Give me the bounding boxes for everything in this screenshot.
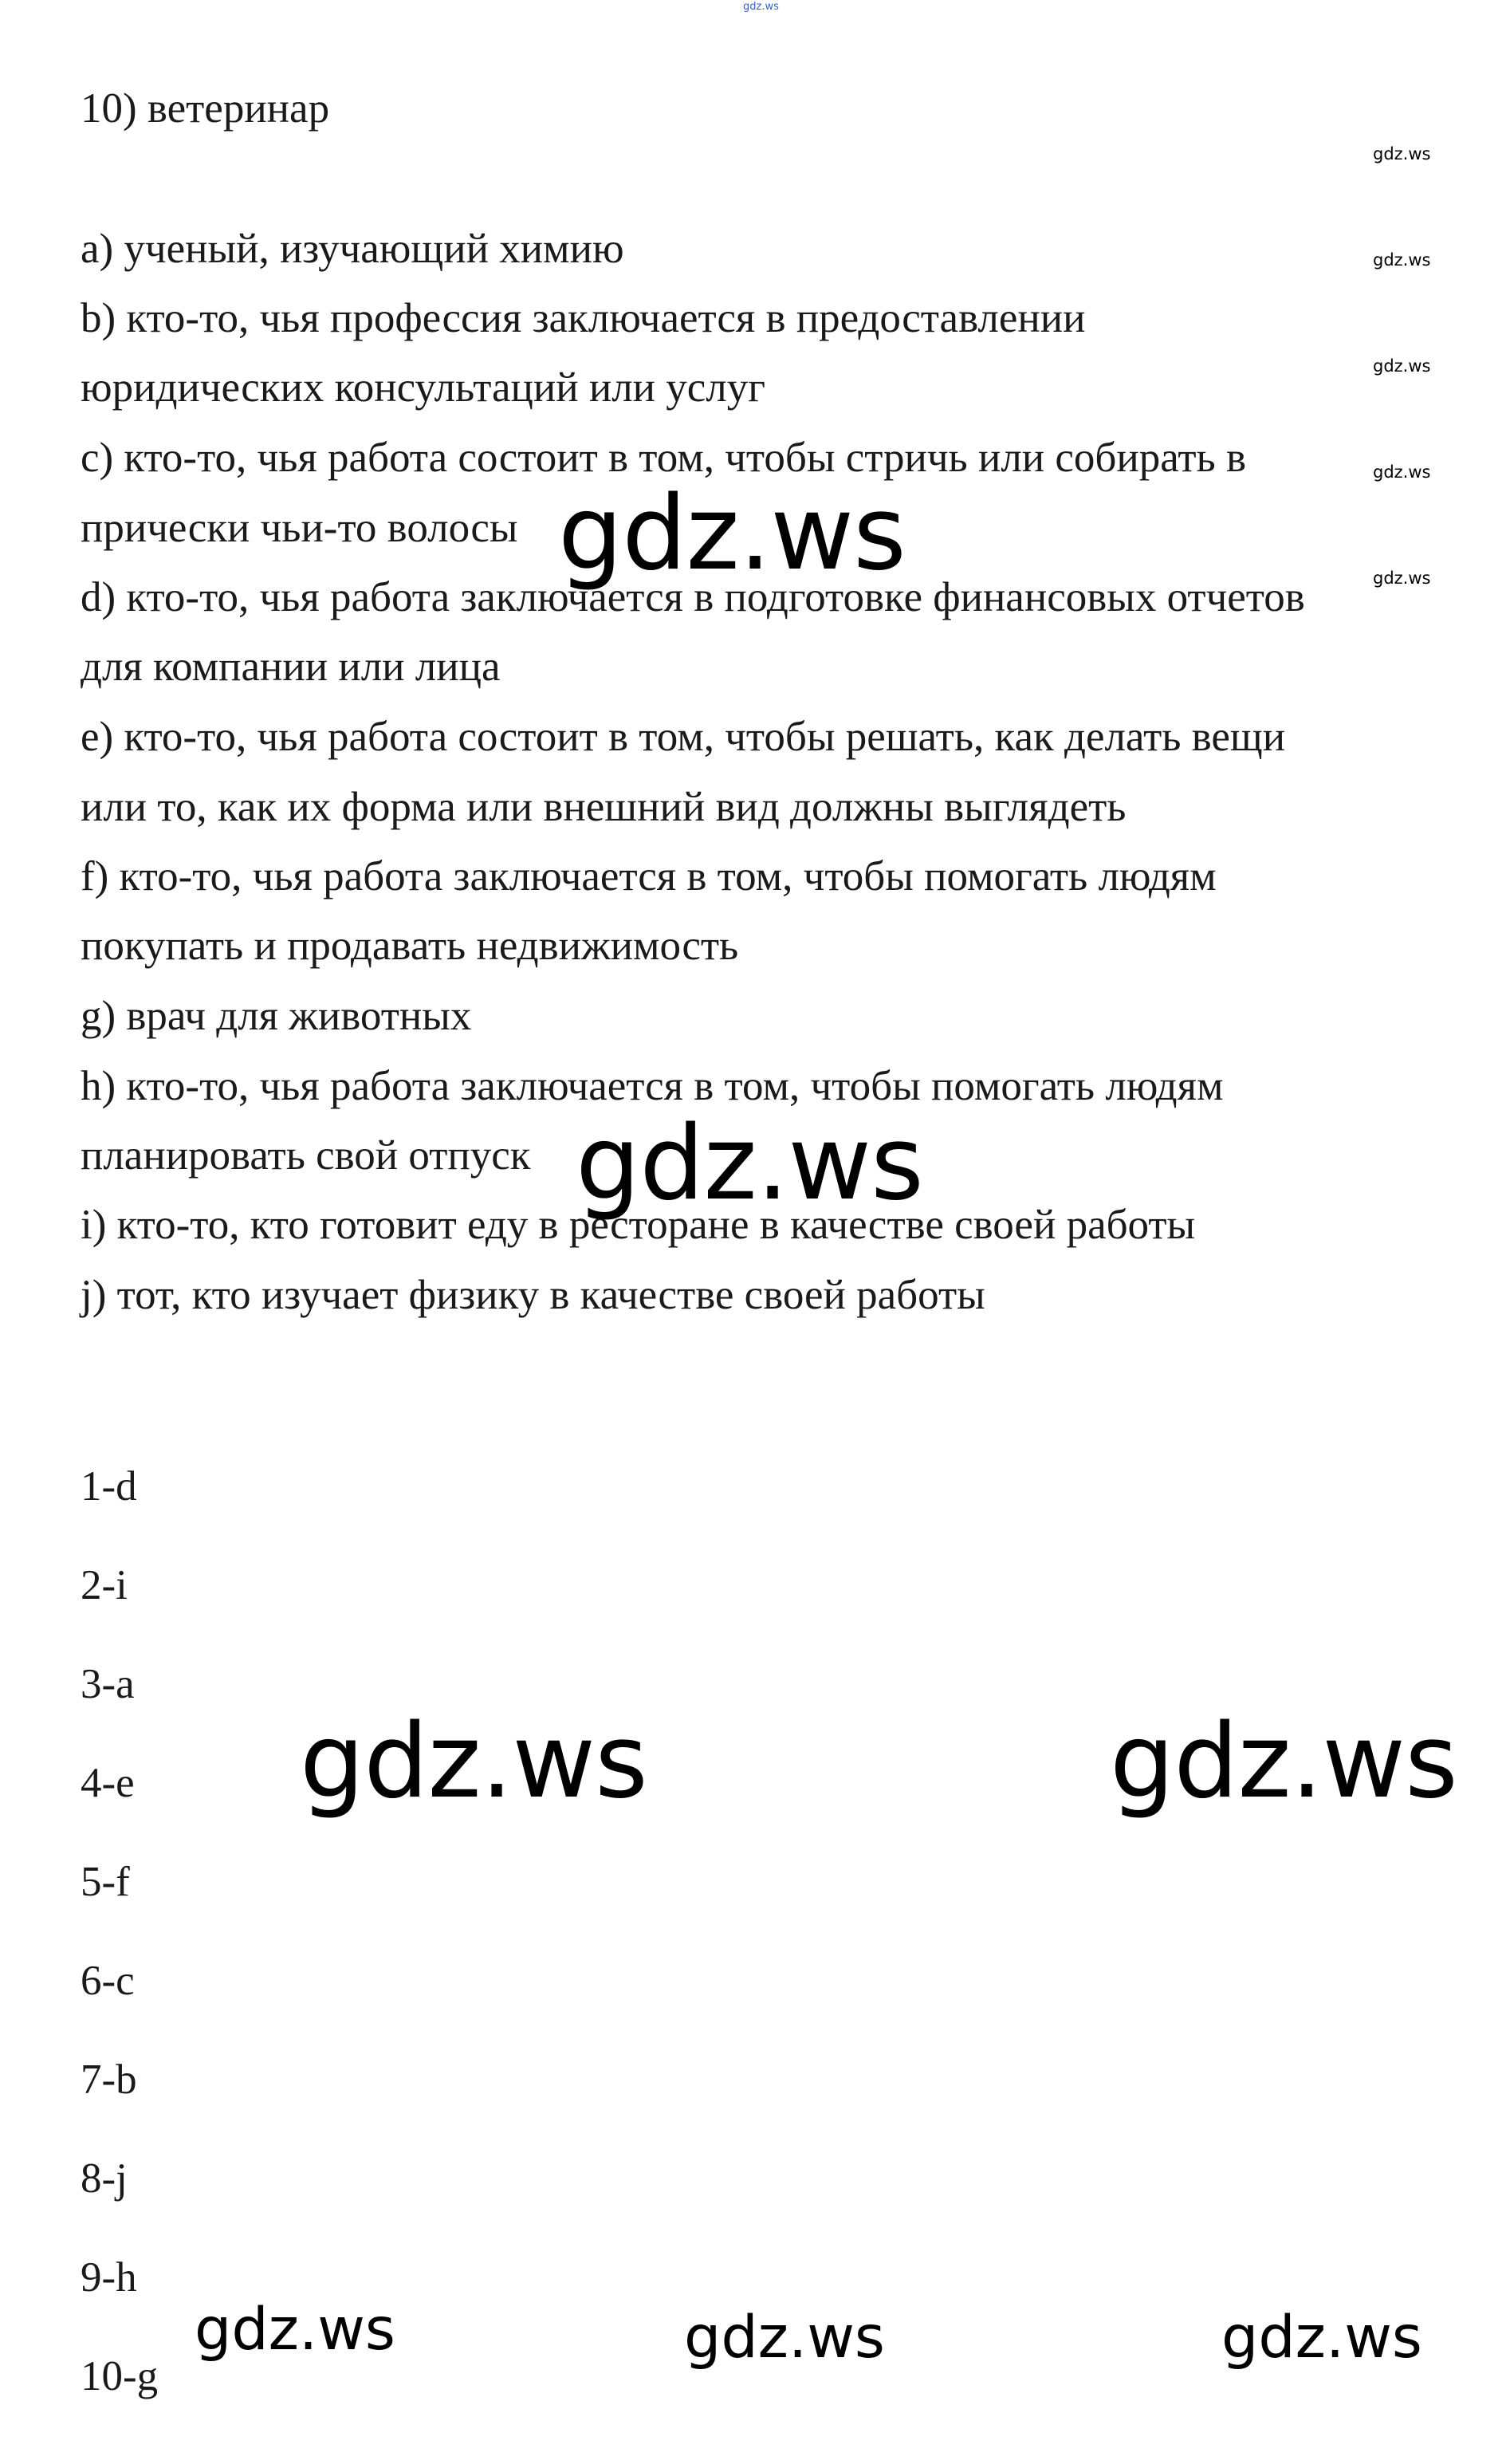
definition-f-line2: покупать и продавать недвижимость [81, 923, 739, 969]
definition-h-line2: планировать свой отпуск [81, 1132, 531, 1179]
definition-h-line1: h) кто-то, чья работа заключается в том, чтобы помогать людям [81, 1063, 1224, 1109]
answer-2: 2-i [81, 1562, 128, 1608]
definition-j: j) тот, кто изучает физику в качестве своей работы [81, 1272, 985, 1318]
watermark-large: gdz.ws [300, 1702, 647, 1821]
definition-d-line2: для компании или лица [81, 644, 501, 690]
definition-f-line1: f) кто-то, чья работа заключается в том, чтобы помогать людям [81, 853, 1217, 899]
definition-i: i) кто-то, кто готовит еду в ресторане в качестве своей работы [81, 1202, 1196, 1248]
item-10-line: 10) ветеринар [81, 85, 330, 132]
watermark-large: gdz.ws [576, 1104, 923, 1223]
answer-4: 4-e [81, 1760, 135, 1806]
definition-c-line1: c) кто-то, чья работа состоит в том, чтобы стричь или собирать в [81, 435, 1247, 481]
answer-6: 6-c [81, 1958, 135, 2004]
header-watermark: gdz.ws [743, 1, 779, 13]
definition-e-line2: или то, как их форма или внешний вид должны выглядеть [81, 784, 1127, 830]
watermark-medium: gdz.ws [684, 2304, 885, 2372]
definition-b-line1: b) кто-то, чья профессия заключается в предоставлении [81, 295, 1086, 341]
watermark-small: gdz.ws [1373, 144, 1431, 163]
definition-c-line2: прически чьи-то волосы [81, 505, 518, 551]
watermark-small: gdz.ws [1373, 569, 1431, 588]
answer-8: 8-j [81, 2155, 128, 2202]
definition-b-line2: юридических консультаций или услуг [81, 364, 765, 411]
answer-7: 7-b [81, 2057, 137, 2103]
answer-5: 5-f [81, 1859, 130, 1905]
definition-g: g) врач для животных [81, 993, 472, 1039]
watermark-small: gdz.ws [1373, 356, 1431, 376]
answer-1: 1-d [81, 1463, 137, 1509]
watermark-large: gdz.ws [1110, 1702, 1457, 1821]
watermark-large: gdz.ws [558, 474, 906, 593]
definition-e-line1: e) кто-то, чья работа состоит в том, чтобы решать, как делать вещи [81, 714, 1286, 760]
watermark-small: gdz.ws [1373, 462, 1431, 482]
answer-10: 10-g [81, 2353, 159, 2399]
watermark-medium: gdz.ws [1221, 2304, 1422, 2372]
definition-a: a) ученый, изучающий химию [81, 226, 624, 272]
watermark-small: gdz.ws [1373, 250, 1431, 270]
definition-d-line1: d) кто-то, чья работа заключается в подготовке финансовых отчетов [81, 574, 1305, 620]
answer-3: 3-a [81, 1661, 135, 1707]
watermark-medium: gdz.ws [195, 2296, 395, 2364]
answer-9: 9-h [81, 2254, 137, 2301]
